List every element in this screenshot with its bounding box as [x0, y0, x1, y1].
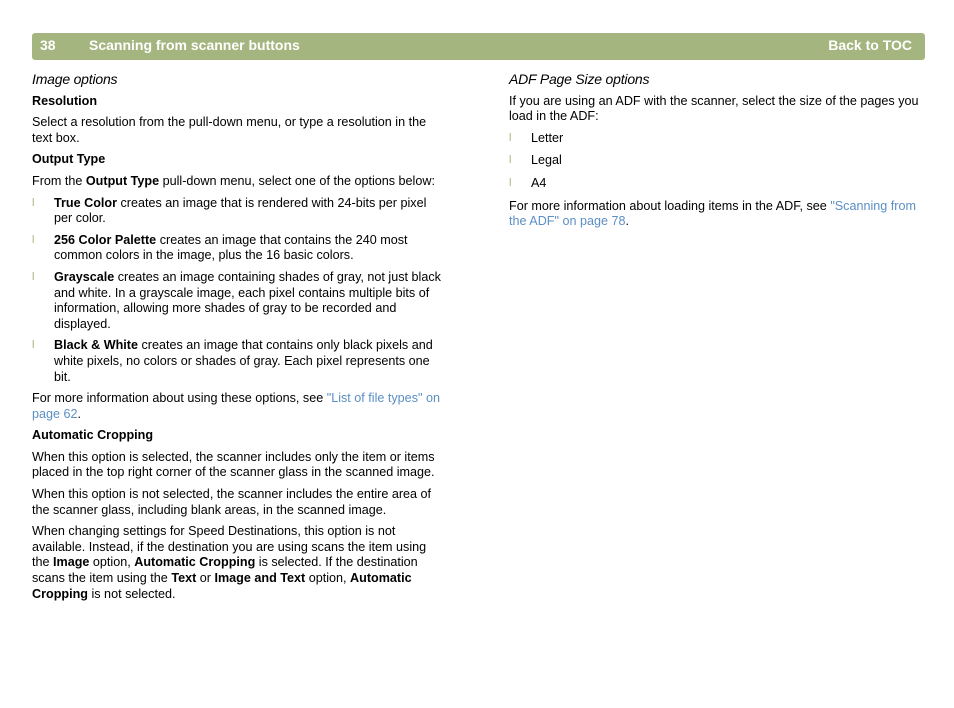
page-header [32, 33, 925, 60]
list-item: l 256 Color Palette creates an image that contains the 240 most common colors in the image, plus the 16 basic colors. [32, 232, 408, 263]
list-item: l Legal [509, 153, 562, 168]
resolution-heading: Resolution [32, 93, 98, 108]
adf-more-info: For more information about loading items in the ADF, see "Scanning from the ADF" on page 78. [509, 198, 916, 229]
bullet-icon: l [509, 131, 512, 144]
bullet-icon: l [509, 154, 512, 167]
list-item: l A4 [509, 175, 547, 190]
automatic-cropping-heading: Automatic Cropping [32, 428, 154, 443]
list-item: l Letter [509, 130, 564, 145]
bullet-icon: l [509, 176, 512, 189]
output-type-list [32, 196, 446, 386]
left-column [32, 72, 446, 608]
output-type-heading: Output Type [32, 152, 106, 167]
bullet-icon: l [32, 196, 35, 209]
adf-page-size-title: ADF Page Size options [509, 71, 650, 87]
file-types-link[interactable]: "List of file types" on page 62 [32, 391, 440, 421]
automatic-cropping-p2: When this option is not selected, the scanner includes the entire area of the scanner glass, including blank areas, in the scanned image. [32, 487, 432, 517]
back-to-toc-link[interactable]: Back to TOC [828, 37, 912, 53]
list-item: l Grayscale creates an image containing shades of gray, not just black and white. In a grayscale image, each pixel contains multiple bits of information, allowing more shades of gray to be recorded and displayed. [32, 269, 441, 331]
bullet-icon: l [32, 270, 35, 283]
automatic-cropping-p3: When changing settings for Speed Destinations, this option is not available. Instead, if the destination you are using scans the item using the Image option, Automatic Cropping is selected. If the destination scans the item using the Text or Image and Text option, Automatic Cropping is not selected. [32, 524, 427, 601]
output-type-intro: From the Output Type pull-down menu, select one of the options below: [32, 173, 435, 188]
scanning-from-adf-link[interactable]: "Scanning from the ADF" on page 78 [509, 198, 916, 229]
adf-size-list [509, 131, 921, 192]
adf-intro: If you are using an ADF with the scanner, select the size of the pages you load in the ADF: [509, 93, 919, 124]
chapter-title: Scanning from scanner buttons [89, 37, 300, 53]
image-options-title: Image options [32, 71, 118, 87]
bullet-icon: l [32, 233, 35, 246]
list-item: l True Color creates an image that is rendered with 24-bits per pixel per color. [32, 195, 427, 226]
page-number: 38 [40, 37, 56, 53]
resolution-text: Select a resolution from the pull-down menu, or type a resolution in the text box. [32, 115, 427, 145]
automatic-cropping-p1: When this option is selected, the scanner includes only the item or items placed in the top right corner of the scanner glass in the scanned image. [32, 449, 435, 480]
bullet-icon: l [32, 339, 35, 352]
right-column [509, 72, 921, 236]
output-type-more-info: For more information about using these options, see "List of file types" on page 62. [32, 391, 440, 421]
list-item: l Black & White creates an image that contains only black pixels and white pixels, no colors or shades of gray. Each pixel represents one bit. [32, 338, 433, 384]
